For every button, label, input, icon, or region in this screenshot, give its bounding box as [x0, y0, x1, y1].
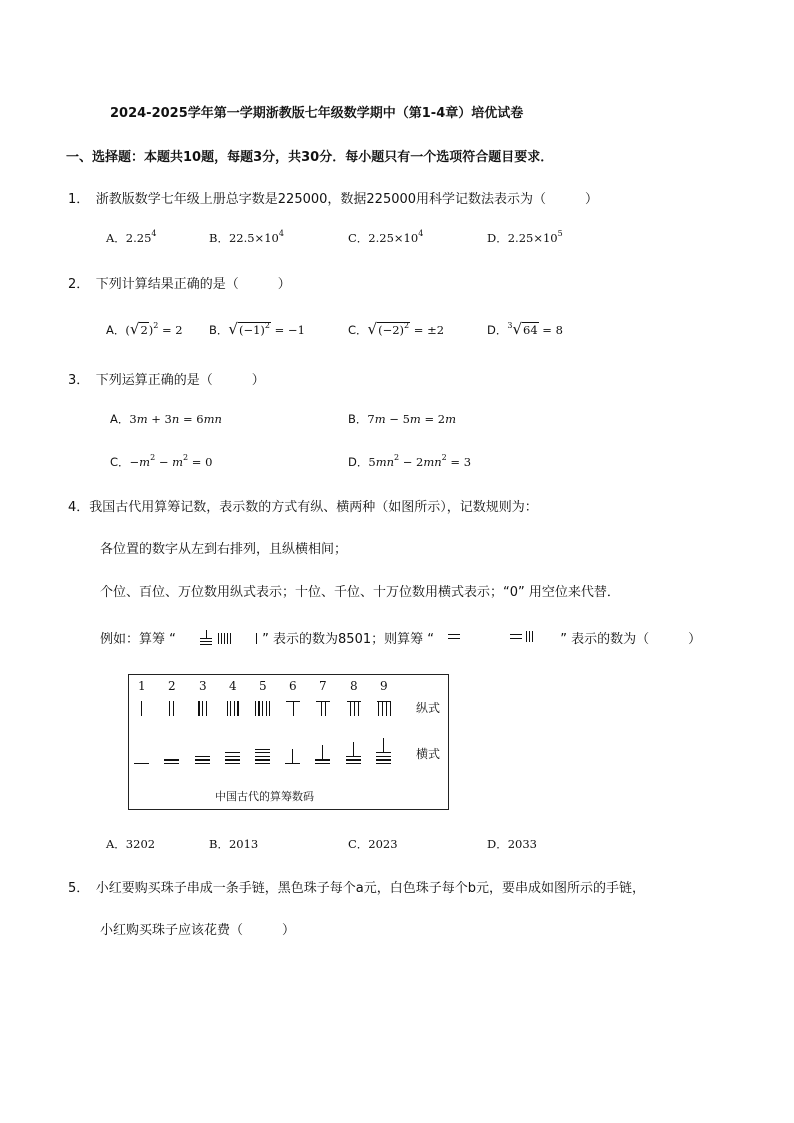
vertical-label: 纵式: [416, 701, 441, 715]
horizontal-rod-3: [195, 759, 210, 760]
q2-option-c: C．$√(-2)^2 = \pm 2$: [348, 320, 445, 338]
vertical-rod-7-top: [316, 701, 330, 702]
q3-option-c: C．$-m^2 - m^2 = 0$: [110, 453, 213, 469]
horizontal-rod-4: [225, 752, 240, 753]
q1-option-d: D．$2.25\times 10^5$: [487, 229, 563, 245]
question-4-stem: 4．我国古代用算筹记数，表示数的方式有纵、横两种（如图所示），记数规则为：: [68, 500, 538, 515]
q4-rule-2: 个位、百位、万位数用纵式表示；十位、千位、十万位数用横式表示；“0” 用空位来代替．: [100, 585, 620, 600]
q4-option-a: A．3202: [106, 837, 156, 851]
horizontal-rod-8: [346, 756, 361, 757]
vertical-rod-5: [258, 701, 259, 716]
vertical-rod-9: [386, 701, 387, 716]
vertical-rod-4: [237, 701, 238, 716]
horizontal-rod-8-stem: [353, 742, 354, 756]
horizontal-rod-9: [376, 756, 391, 757]
horizontal-rod-5: [255, 752, 270, 753]
question-2-stem: 2． 下列计算结果正确的是（ ）: [68, 277, 291, 292]
horizontal-rod-7: [315, 759, 330, 760]
horizontal-rod-9-stem: [383, 738, 384, 752]
horizontal-rod-8: [346, 763, 361, 764]
horizontal-rod-3: [195, 756, 210, 757]
question-5-stem: 5． 小红要购买珠子串成一条手链，黑色珠子每个a元，白色珠子每个b元，要串成如图所示的手链，: [68, 881, 645, 896]
vertical-rod-5: [255, 701, 256, 716]
vertical-rod-9: [382, 701, 383, 716]
horizontal-rod-2: [164, 763, 179, 764]
vertical-rod-3: [202, 701, 203, 716]
vertical-rod-8: [350, 701, 351, 716]
vertical-rod-7: [325, 701, 326, 716]
vertical-rod-9: [390, 701, 391, 716]
horizontal-rod-9: [376, 759, 391, 760]
vertical-rod-5: [262, 701, 263, 716]
q1-option-c: C．$2.25\times 10^4$: [348, 229, 424, 245]
horizontal-rod-1: [134, 763, 149, 764]
figure-digit-3: 3: [199, 679, 207, 693]
q5-line-2: 小红购买珠子应该花费（ ）: [100, 923, 296, 938]
q4-option-c: C．2023: [348, 837, 398, 851]
q4-option-b: B．2013: [209, 837, 259, 851]
vertical-rod-4: [234, 701, 235, 716]
q4-rule-1: 各位置的数字从左到右排列，且纵横相间；: [100, 542, 348, 557]
q2-option-a: A．$(√2)^2 = 2$: [106, 320, 183, 338]
vertical-rod-5: [266, 701, 267, 716]
vertical-rod-3: [198, 701, 199, 716]
horizontal-rod-5: [255, 759, 270, 760]
vertical-rod-5: [269, 701, 270, 716]
vertical-rod-8: [354, 701, 355, 716]
figure-digit-1: 1: [138, 679, 146, 693]
horizontal-rod-5: [255, 749, 270, 750]
horizontal-label: 横式: [416, 747, 441, 761]
horizontal-rod-4: [225, 759, 240, 760]
figure-digit-7: 7: [319, 679, 327, 693]
vertical-rod-8: [358, 701, 359, 716]
horizontal-rod-5: [255, 756, 270, 757]
question-1-stem: 1． 浙教版数学七年级上册总字数是225000，数据225000用科学记数法表示为（ ）: [68, 192, 599, 207]
page-title: 2024-2025学年第一学期浙教版七年级数学期中（第1-4章）培优试卷: [110, 106, 524, 121]
question-3-stem: 3． 下列运算正确的是（ ）: [68, 373, 265, 388]
horizontal-rod-8: [346, 759, 361, 760]
vertical-rod-4: [227, 701, 228, 716]
horizontal-rod-6: [285, 763, 300, 764]
q3-option-a: A．3m + 3n = 6mn: [110, 412, 222, 426]
q4-option-d: D．2033: [487, 837, 537, 851]
horizontal-rod-5: [255, 763, 270, 764]
vertical-rod-9: [378, 701, 379, 716]
q3-option-d: D．$5mn^2 - 2mn^2 = 3$: [348, 453, 472, 469]
q1-option-b: B．$22.5\times 10^4$: [209, 229, 284, 245]
figure-digit-9: 9: [380, 679, 388, 693]
vertical-rod-3: [206, 701, 207, 716]
horizontal-rod-3: [195, 763, 210, 764]
vertical-rod-2: [173, 701, 174, 716]
horizontal-rod-2: [164, 759, 179, 760]
vertical-rod-1: [141, 701, 142, 716]
horizontal-rod-9: [376, 763, 391, 764]
horizontal-rod-4: [225, 763, 240, 764]
vertical-rod-4: [230, 701, 231, 716]
horizontal-rod-7-stem: [322, 745, 323, 759]
figure-digit-4: 4: [229, 679, 237, 693]
q2-option-d: D．$^3$√64 = 8: [487, 320, 563, 338]
figure-digit-6: 6: [289, 679, 297, 693]
vertical-rod-7: [321, 701, 322, 716]
figure-caption: 中国古代的算筹数码: [215, 790, 314, 803]
q3-option-b: B．7m − 5m = 2m: [348, 412, 456, 426]
horizontal-rod-6-stem: [292, 749, 293, 763]
horizontal-rod-9: [376, 752, 391, 753]
vertical-rod-6: [293, 701, 294, 716]
horizontal-rod-4: [225, 756, 240, 757]
q2-option-b: B．$√(-1)^2 = -1$: [209, 320, 305, 338]
question-rod: [438, 629, 556, 643]
q1-option-a: A．2.25$^4$: [106, 229, 157, 245]
vertical-rod-2: [169, 701, 170, 716]
figure-digit-8: 8: [350, 679, 358, 693]
q4-example-line: 例如：算筹 “ ” 表示的数为8501；则算筹 “ ” 表示的数为（ ）: [100, 628, 701, 647]
counting-rod-figure: [128, 674, 449, 810]
section-heading: 一、选择题：本题共10题，每题3分，共30分．每小题只有一个选项符合题目要求．: [66, 150, 554, 165]
example-rod-8501: [200, 628, 270, 648]
horizontal-rod-7: [315, 763, 330, 764]
figure-digit-2: 2: [168, 679, 176, 693]
figure-digit-5: 5: [259, 679, 267, 693]
